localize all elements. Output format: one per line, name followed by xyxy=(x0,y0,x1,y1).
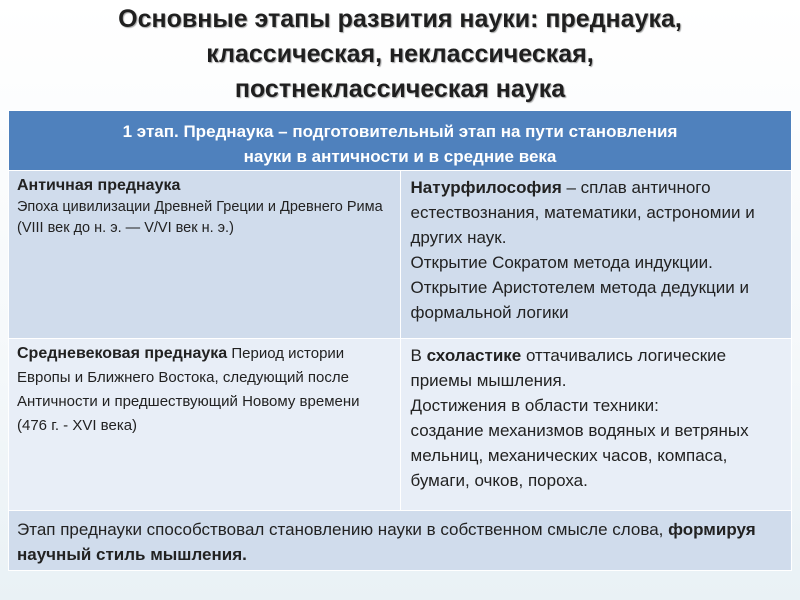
slide-title-line-3: постнеклассическая наука xyxy=(234,75,566,103)
ancient-era-dates: (VIII век до н. э. — V/VI век н. э.) xyxy=(17,220,234,236)
slide-title xyxy=(20,2,780,107)
table-row-medieval xyxy=(9,339,792,511)
medieval-achievements-cell xyxy=(400,339,792,511)
table-footer-row xyxy=(9,511,792,571)
ancient-era-title: Античная преднаука xyxy=(17,177,181,194)
ancient-natural-philosophy-text xyxy=(411,175,786,250)
table-header-row xyxy=(9,111,792,171)
footer-bold-text: формируя научный стиль мышления. xyxy=(17,520,756,564)
table-footer-cell xyxy=(9,511,792,571)
natural-philosophy-definition: – сплав античного естествознания, математики, астрономии и других наук. xyxy=(410,178,755,247)
ancient-achievements-cell xyxy=(400,171,792,339)
scholasticism-definition: оттачивались логические приемы мышления. xyxy=(410,346,727,390)
medieval-era-title: Средневековая преднаука xyxy=(17,345,228,362)
footer-text: Этап преднауки способствовал становлению науки в собственном смысле слова, xyxy=(17,520,669,539)
medieval-era-cell xyxy=(9,339,401,511)
stages-table xyxy=(8,110,792,571)
ancient-era-cell xyxy=(9,171,401,339)
scholasticism-prefix: В xyxy=(410,346,427,365)
slide-title-line-1: Основные этапы развития науки: преднаука, xyxy=(118,5,682,33)
table-row-ancient xyxy=(9,171,792,339)
ancient-era-description: Эпоха цивилизации Древней Греции и Древнего Рима xyxy=(17,199,383,215)
socrates-induction-text: Открытие Сократом метода индукции. xyxy=(410,253,713,272)
scholasticism-term: схоластике xyxy=(426,346,522,365)
medieval-era-description: Период истории Европы и Ближнего Востока, следующий после Античности и предшествующий Новому времени (476 г. - XVI века) xyxy=(17,345,360,434)
table-header-line-2: науки в античности и в средние века xyxy=(243,147,557,166)
scholasticism-text xyxy=(411,343,786,393)
natural-philosophy-term: Натурфилософия xyxy=(410,178,562,197)
medieval-era-text xyxy=(17,342,394,438)
technology-achievements-heading: Достижения в области техники: xyxy=(410,396,659,415)
aristotle-deduction-text: Открытие Аристотелем метода дедукции и формальной логики xyxy=(410,278,749,322)
table-header-cell xyxy=(9,111,792,171)
table-header-line-1: 1 этап. Преднаука – подготовительный этап на пути становления xyxy=(122,122,678,141)
slide-title-line-2: классическая, неклассическая, xyxy=(206,40,594,68)
technology-achievements-list: создание механизмов водяных и ветряных мельниц, механических часов, компаса, бумаги, очков, пороха. xyxy=(410,421,749,490)
